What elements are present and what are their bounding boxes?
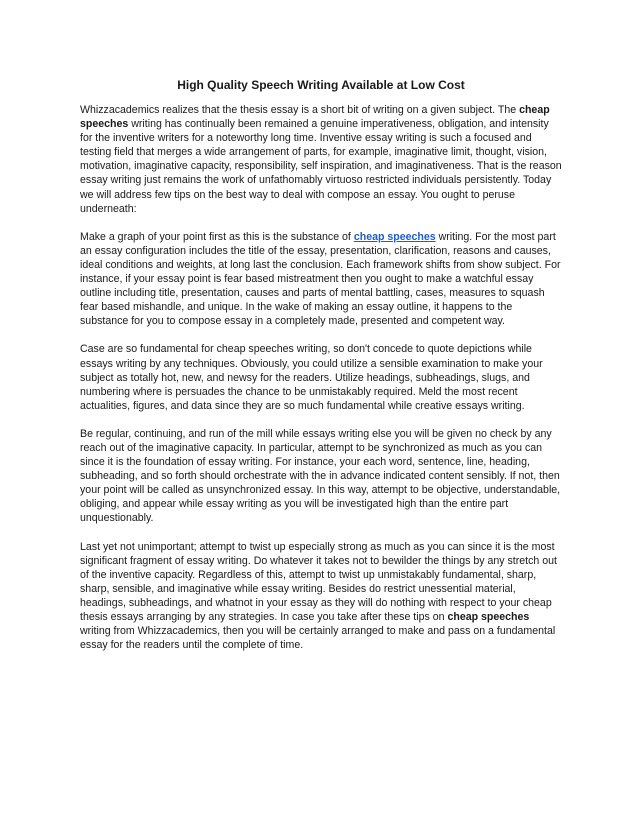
paragraph-5-text-b: writing from Whizzacademics, then you will be certainly arranged to make and pass on a fundamental essay for the readers until the complete of time. [80,625,556,652]
paragraph-4: Be regular, continuing, and run of the mill while essays writing else you will be given no check by any reach out of the imaginative capacity. In particular, attempt to be synchronized as much as you can since it is the foundation of essay writing. For instance, your each word, sentence, line, heading, subheading, and so forth should orchestrate with the in advance indicated content sensibly. If not, then your point will be called as unsynchronized essay. In this way, attempt to be objective, understandable, obliging, and appear while essay writing as you will be investigated high than the entire part unquestionably. [80,427,561,525]
paragraph-5 [80,540,562,653]
document-body [80,77,562,666]
paragraph-2 [80,230,562,329]
paragraph-5-text-a: Last yet not unimportant; attempt to twist up especially strong as much as you can since it is the most significant fragment of essay writing. Do whatever it takes not to bewilder the things by any stretch out of the inventive capacity. Regardless of this, attempt to twist up unmistakably fundamental, sharp, sharp, sensible, and imaginative while essay writing. Besides do restrict unessential material, headings, subheadings, and whatnot in your essay as they will do nothing with respect to your cheap thesis essays arranging by any strategies. In case you take after these tips on [80,540,557,623]
cheap-speeches-link[interactable]: cheap speeches [353,230,436,243]
paragraph-5-bold-keyword: cheap speeches [447,611,530,623]
paragraph-2-text-a: Make a graph of your point first as this is the substance of [80,230,354,243]
paragraph-3: Case are so fundamental for cheap speeches writing, so don't concede to quote depictions while essays writing by any techniques. Obviously, you could utilize a sensible examination to make your subject as totally hot, new, and newsy for the readers. Utilize headings, subheadings, slugs, and numbering where is persuades the chance to be unmistakably required. Meld the most recent actualities, figures, and data since they are so much fundamental while creative essays writing. [80,343,543,412]
paragraph-1-text-b: writing has continually been remained a genuine imperativeness, obligation, and intensity for the inventive writers for a noteworthy long time. Inventive essay writing is such a focused and testing field that merges a wide arrangement of parts, for example, imaginative limit, thought, vision, motivation, imaginative capacity, responsibility, self inspiration, and imaginativeness. That is the reason essay writing just remains the work of unfathomably virtuoso restricted individuals persistently. Today we will address few tips on the best way to deal with compose an essay. You ought to peruse underneath: [80,118,562,215]
paragraph-1-text-a: Whizzacademics realizes that the thesis essay is a short bit of writing on a given subject. The [80,104,520,116]
paragraph-1 [80,103,562,216]
paragraph-2-text-b: writing. For the most part an essay configuration includes the title of the essay, presentation, clarification, reasons and causes, ideal conditions and weights, at long last the conclusion. Each framework shifts from show subject. For instance, if your essay point is fear based mistreatment then you ought to make a watchful essay outline including title, presentation, causes and parts of mental battling, cases, measures to squash fear based mishandle, and unique. In the wake of making an essay outline, it happens to the substance for you to compose essay in a completely made, presented and competent way. [80,230,561,328]
document-title: High Quality Speech Writing Available at Low Cost [177,78,465,92]
paragraph-1-bold-keyword: cheap speeches [80,104,550,131]
